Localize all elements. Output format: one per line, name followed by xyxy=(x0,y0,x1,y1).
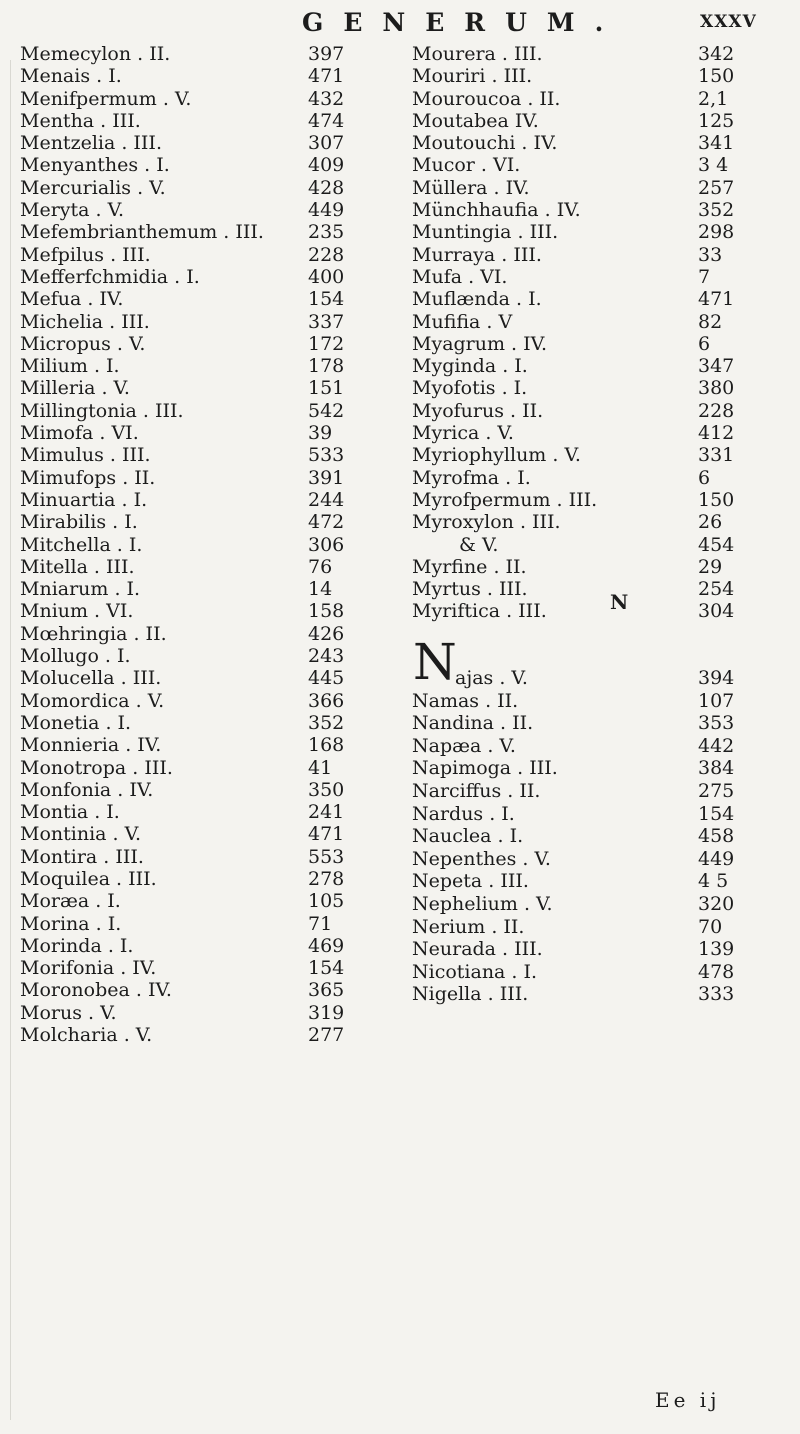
index-entry xyxy=(412,355,792,377)
index-entry xyxy=(20,244,406,266)
index-entry xyxy=(412,961,792,984)
entry-page-number: 471 xyxy=(698,288,735,311)
entry-name: Mentzelia . III. xyxy=(20,132,162,155)
index-entry xyxy=(20,65,406,87)
entry-page-number: 41 xyxy=(308,756,333,779)
entry-page-number: 445 xyxy=(308,667,345,690)
entry-page-number: 243 xyxy=(308,645,345,668)
entry-page-number: 39 xyxy=(308,422,333,445)
entry-name: Mœhringia . II. xyxy=(20,622,167,645)
index-entry xyxy=(20,690,406,712)
entry-page-number: 2,1 xyxy=(698,87,729,110)
entry-name: Mitella . III. xyxy=(20,555,135,578)
index-entry xyxy=(20,868,406,890)
entry-name: Nepeta . III. xyxy=(412,870,529,893)
entry-page-number: 337 xyxy=(308,310,345,333)
entry-name: Mirabilis . I. xyxy=(20,511,138,534)
entry-page-number: 150 xyxy=(698,65,735,88)
entry-page-number: 352 xyxy=(698,199,735,222)
entry-page-number: 277 xyxy=(308,1024,345,1047)
index-entry xyxy=(20,177,406,199)
index-entry xyxy=(20,1002,406,1024)
entry-name: Napimoga . III. xyxy=(412,757,558,780)
entry-name: Nicotiana . I. xyxy=(412,960,538,983)
index-entry xyxy=(412,825,792,848)
entry-name: Morinda . I. xyxy=(20,934,134,957)
entry-name: Moronobea . IV. xyxy=(20,979,172,1002)
section-heading-n: N xyxy=(610,590,629,614)
index-entry xyxy=(412,221,792,243)
entry-name: Millingtonia . III. xyxy=(20,399,184,422)
index-entry xyxy=(412,578,792,600)
index-entry xyxy=(20,377,406,399)
entry-page-number: 70 xyxy=(698,915,723,938)
entry-name: Murraya . III. xyxy=(412,243,542,266)
index-entry xyxy=(412,377,792,399)
entry-page-number: 33 xyxy=(698,243,723,266)
entry-page-number: 397 xyxy=(308,43,345,65)
index-entry xyxy=(412,556,792,578)
entry-name: Montinia . V. xyxy=(20,823,142,846)
index-entry xyxy=(412,199,792,221)
entry-name: Mourera . III. xyxy=(412,43,543,65)
index-entry xyxy=(20,645,406,667)
entry-name: Milleria . V. xyxy=(20,377,130,400)
entry-page-number: 304 xyxy=(698,600,735,623)
entry-page-number: 139 xyxy=(698,938,735,961)
entry-page-number: 449 xyxy=(308,199,345,222)
index-entry xyxy=(20,154,406,176)
index-entry xyxy=(20,779,406,801)
entry-page-number: 178 xyxy=(308,355,345,378)
index-entry xyxy=(20,444,406,466)
entry-page-number: 542 xyxy=(308,399,345,422)
drop-cap-n: N xyxy=(413,633,457,691)
index-entry xyxy=(412,467,792,489)
entry-page-number: 320 xyxy=(698,892,735,915)
index-entry xyxy=(412,916,792,939)
entry-name: Meryta . V. xyxy=(20,199,125,222)
index-entry xyxy=(20,757,406,779)
index-entry xyxy=(412,422,792,444)
entry-page-number: 432 xyxy=(308,87,345,110)
index-entry xyxy=(20,288,406,310)
entry-name: Mufifia . V xyxy=(412,310,513,333)
index-entry xyxy=(20,935,406,957)
entry-name: Mercurialis . V. xyxy=(20,176,166,199)
entry-name: Nigella . III. xyxy=(412,983,529,1006)
index-entry xyxy=(20,890,406,912)
index-entry xyxy=(20,578,406,600)
index-entry xyxy=(412,400,792,422)
index-entry xyxy=(20,667,406,689)
entry-name: Myofotis . I. xyxy=(412,377,528,400)
entry-name: Menifpermum . V. xyxy=(20,87,192,110)
entry-name: Mucor . VI. xyxy=(412,154,521,177)
index-entry xyxy=(412,893,792,916)
entry-name: Myriftica . III. xyxy=(412,600,547,623)
index-entry xyxy=(20,467,406,489)
entry-page-number: 472 xyxy=(308,511,345,534)
index-entry xyxy=(412,177,792,199)
entry-page-number: 107 xyxy=(698,689,735,712)
entry-name: Mniarum . I. xyxy=(20,578,141,601)
entry-name: Mefferfchmidia . I. xyxy=(20,265,200,288)
entry-page-number: 235 xyxy=(308,221,345,244)
index-entry xyxy=(412,333,792,355)
entry-page-number: 469 xyxy=(308,934,345,957)
entry-page-number: 125 xyxy=(698,109,735,132)
index-entry xyxy=(20,489,406,511)
entry-name: Memecylon . II. xyxy=(20,43,171,65)
index-entry xyxy=(412,735,792,758)
entry-name: Mollugo . I. xyxy=(20,645,131,668)
entry-page-number: 71 xyxy=(308,912,333,935)
entry-page-number: 14 xyxy=(308,578,333,601)
entry-page-number: 158 xyxy=(308,600,345,623)
entry-page-number: 352 xyxy=(308,711,345,734)
index-entry xyxy=(412,870,792,893)
entry-name: Myagrum . IV. xyxy=(412,332,548,355)
entry-name: Mefembrianthemum . III. xyxy=(20,221,264,244)
entry-page-number: 76 xyxy=(308,555,333,578)
entry-page-number: 228 xyxy=(698,399,735,422)
entry-name: Mentha . III. xyxy=(20,109,141,132)
entry-name: Monetia . I. xyxy=(20,711,132,734)
entry-page-number: 400 xyxy=(308,265,345,288)
index-entry xyxy=(20,422,406,444)
entry-page-number: 353 xyxy=(698,712,735,735)
entry-page-number: 391 xyxy=(308,466,345,489)
entry-name: Morifonia . IV. xyxy=(20,957,157,980)
entry-name: Molucella . III. xyxy=(20,667,162,690)
entry-name: Mefpilus . III. xyxy=(20,243,151,266)
entry-name: Micropus . V. xyxy=(20,332,146,355)
entry-page-number: 341 xyxy=(698,132,735,155)
index-entry xyxy=(20,801,406,823)
index-entry xyxy=(412,848,792,871)
entry-name: Muflænda . I. xyxy=(412,288,542,311)
index-entry xyxy=(20,400,406,422)
index-entry xyxy=(412,244,792,266)
entry-name: Milium . I. xyxy=(20,355,120,378)
index-entry xyxy=(20,823,406,845)
entry-page-number: 168 xyxy=(308,734,345,757)
entry-name: Namas . II. xyxy=(412,689,519,712)
entry-name: Morus . V. xyxy=(20,1001,117,1024)
index-entry xyxy=(412,712,792,735)
entry-page-number: 350 xyxy=(308,778,345,801)
entry-name: Myrofma . I. xyxy=(412,466,531,489)
entry-page-number: 454 xyxy=(698,533,735,556)
entry-name: Myrfine . II. xyxy=(412,555,527,578)
entry-page-number: 150 xyxy=(698,488,735,511)
page-number: XXXV xyxy=(700,12,757,32)
entry-name: Momordica . V. xyxy=(20,689,165,712)
entry-page-number: 333 xyxy=(698,983,735,1006)
index-entry xyxy=(412,511,792,533)
entry-page-number: 306 xyxy=(308,533,345,556)
index-entry xyxy=(20,221,406,243)
entry-page-number: 380 xyxy=(698,377,735,400)
entry-page-number: 365 xyxy=(308,979,345,1002)
entry-page-number: 384 xyxy=(698,757,735,780)
entry-name: Menais . I. xyxy=(20,65,122,88)
entry-name: Myrica . V. xyxy=(412,422,514,445)
index-entry xyxy=(20,110,406,132)
index-entry xyxy=(412,288,792,310)
index-entry xyxy=(20,311,406,333)
entry-page-number: 172 xyxy=(308,332,345,355)
index-entry xyxy=(20,846,406,868)
entry-page-number: 331 xyxy=(698,444,735,467)
entry-page-number: 474 xyxy=(308,109,345,132)
entry-page-number: 319 xyxy=(308,1001,345,1024)
entry-page-number: 254 xyxy=(698,578,735,601)
entry-name: Monfonia . IV. xyxy=(20,778,154,801)
entry-name: Müllera . IV. xyxy=(412,176,530,199)
entry-page-number: 6 xyxy=(698,332,711,355)
entry-name: Muntingia . III. xyxy=(412,221,559,244)
index-entry xyxy=(412,154,792,176)
index-entry xyxy=(20,957,406,979)
page-edge-line xyxy=(10,60,11,1420)
right-index-column xyxy=(412,43,792,623)
entry-page-number: 409 xyxy=(308,154,345,177)
index-entry xyxy=(20,623,406,645)
entry-page-number: 257 xyxy=(698,176,735,199)
entry-name: Monnieria . IV. xyxy=(20,734,162,757)
entry-name: Nandina . II. xyxy=(412,712,534,735)
entry-name: Mimofa . VI. xyxy=(20,422,139,445)
entry-page-number: 154 xyxy=(308,957,345,980)
signature-mark: Ee ij xyxy=(655,1388,721,1412)
entry-name: Moutouchi . IV. xyxy=(412,132,558,155)
entry-page-number: 82 xyxy=(698,310,723,333)
index-entry xyxy=(412,690,792,713)
entry-page-number: 428 xyxy=(308,176,345,199)
entry-name: Montira . III. xyxy=(20,845,144,868)
entry-page-number: 347 xyxy=(698,355,735,378)
entry-page-number: 342 xyxy=(698,43,735,65)
entry-page-number: 449 xyxy=(698,847,735,870)
entry-name: Nephelium . V. xyxy=(412,892,553,915)
index-entry xyxy=(412,444,792,466)
entry-page-number: 4 5 xyxy=(698,870,729,893)
entry-name: Mouriri . III. xyxy=(412,65,533,88)
index-entry xyxy=(412,938,792,961)
entry-name: Montia . I. xyxy=(20,801,120,824)
entry-name: Nardus . I. xyxy=(412,802,515,825)
entry-page-number: 154 xyxy=(698,802,735,825)
entry-name: Nerium . II. xyxy=(412,915,525,938)
right-index-column-n xyxy=(412,667,792,1006)
entry-name: Myroxylon . III. xyxy=(412,511,561,534)
entry-page-number: 7 xyxy=(698,265,711,288)
index-entry xyxy=(412,43,792,65)
entry-name: Narciffus . II. xyxy=(412,779,541,802)
entry-page-number: 442 xyxy=(698,734,735,757)
index-entry xyxy=(20,913,406,935)
index-entry xyxy=(412,803,792,826)
index-entry xyxy=(20,534,406,556)
entry-name: Nauclea . I. xyxy=(412,825,524,848)
entry-name: Monotropa . III. xyxy=(20,756,173,779)
index-entry xyxy=(20,199,406,221)
page-title: GENERUM. xyxy=(302,8,624,37)
entry-page-number: 29 xyxy=(698,555,723,578)
index-entry xyxy=(412,600,792,622)
index-entry xyxy=(20,1024,406,1046)
index-entry xyxy=(412,534,792,556)
entry-page-number: 471 xyxy=(308,65,345,88)
entry-page-number: 228 xyxy=(308,243,345,266)
index-entry xyxy=(20,266,406,288)
entry-page-number: 478 xyxy=(698,960,735,983)
entry-name: Mufa . VI. xyxy=(412,265,508,288)
index-entry xyxy=(412,88,792,110)
entry-page-number: 458 xyxy=(698,825,735,848)
entry-page-number: 275 xyxy=(698,779,735,802)
entry-page-number: 533 xyxy=(308,444,345,467)
entry-name: Moquilea . III. xyxy=(20,867,157,890)
entry-page-number: 471 xyxy=(308,823,345,846)
entry-page-number: 553 xyxy=(308,845,345,868)
entry-name: Menyanthes . I. xyxy=(20,154,170,177)
index-entry xyxy=(412,110,792,132)
entry-page-number: 241 xyxy=(308,801,345,824)
entry-name: Myrofpermum . III. xyxy=(412,488,598,511)
entry-name: Morina . I. xyxy=(20,912,122,935)
entry-name: Molcharia . V. xyxy=(20,1024,153,1047)
entry-name: Napæa . V. xyxy=(412,734,516,757)
entry-page-number: 26 xyxy=(698,511,723,534)
entry-name: Michelia . III. xyxy=(20,310,150,333)
index-entry xyxy=(412,757,792,780)
entry-page-number: 307 xyxy=(308,132,345,155)
index-entry xyxy=(20,600,406,622)
entry-name: Mnium . VI. xyxy=(20,600,134,623)
index-entry xyxy=(20,355,406,377)
index-entry xyxy=(412,132,792,154)
index-entry xyxy=(412,311,792,333)
entry-page-number: 154 xyxy=(308,288,345,311)
entry-page-number: 105 xyxy=(308,890,345,913)
index-entry xyxy=(20,43,406,65)
entry-name: Myofurus . II. xyxy=(412,399,544,422)
entry-name: Moutabea IV. xyxy=(412,109,539,132)
index-entry xyxy=(20,88,406,110)
entry-page-number: 298 xyxy=(698,221,735,244)
entry-page-number: 366 xyxy=(308,689,345,712)
index-entry xyxy=(20,734,406,756)
entry-page-number: 278 xyxy=(308,867,345,890)
index-entry xyxy=(412,65,792,87)
entry-name: Mouroucoa . II. xyxy=(412,87,561,110)
entry-name: Mimufops . II. xyxy=(20,466,156,489)
entry-name: Mimulus . III. xyxy=(20,444,151,467)
index-entry xyxy=(412,983,792,1006)
index-entry xyxy=(20,712,406,734)
index-entry xyxy=(20,979,406,1001)
entry-page-number: 3 4 xyxy=(698,154,729,177)
left-index-column xyxy=(20,43,406,1046)
index-entry xyxy=(20,511,406,533)
entry-page-number: 394 xyxy=(698,667,735,689)
index-entry xyxy=(20,333,406,355)
entry-page-number: 244 xyxy=(308,488,345,511)
entry-name: Münchhaufia . IV. xyxy=(412,199,581,222)
entry-name: Myriophyllum . V. xyxy=(412,444,581,467)
entry-name: Myginda . I. xyxy=(412,355,528,378)
entry-page-number: 6 xyxy=(698,466,711,489)
entry-name: & V. xyxy=(459,533,499,556)
entry-name: ajas . V. xyxy=(455,667,528,689)
index-entry xyxy=(412,667,792,690)
index-entry xyxy=(412,266,792,288)
entry-page-number: 151 xyxy=(308,377,345,400)
entry-name: Moræa . I. xyxy=(20,890,121,913)
index-entry xyxy=(412,780,792,803)
entry-name: Mitchella . I. xyxy=(20,533,143,556)
entry-name: Mefua . IV. xyxy=(20,288,124,311)
entry-name: Nepenthes . V. xyxy=(412,847,551,870)
entry-name: Myrtus . III. xyxy=(412,578,528,601)
entry-page-number: 412 xyxy=(698,422,735,445)
entry-name: Minuartia . I. xyxy=(20,488,148,511)
entry-page-number: 426 xyxy=(308,622,345,645)
index-entry xyxy=(20,132,406,154)
index-entry xyxy=(412,489,792,511)
entry-name: Neurada . III. xyxy=(412,938,543,961)
index-entry xyxy=(20,556,406,578)
